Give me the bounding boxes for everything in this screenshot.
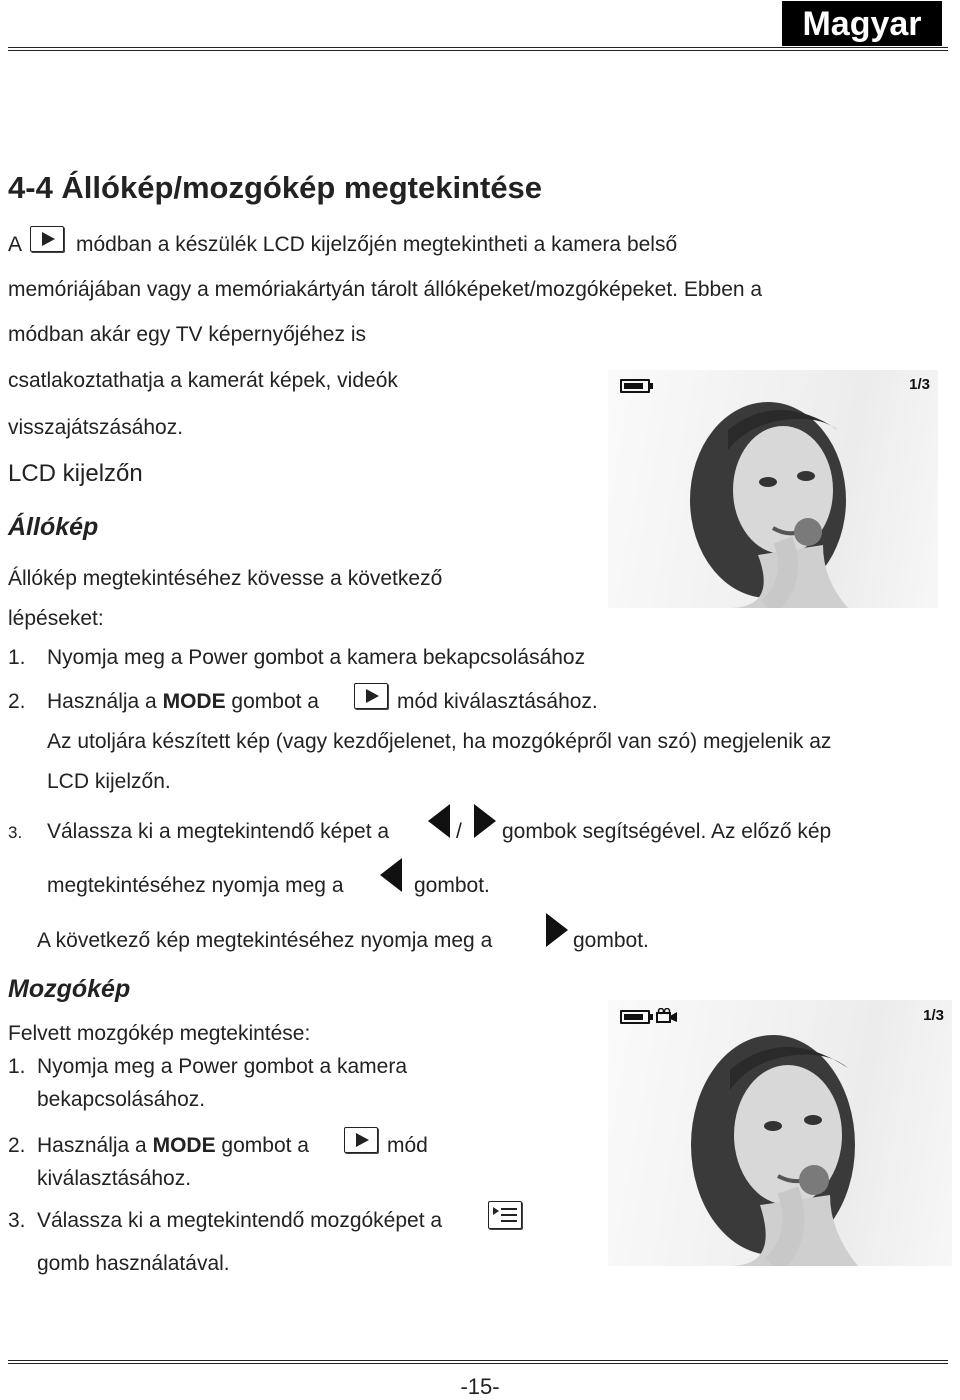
movie-step2-pre: Használja a — [37, 1134, 147, 1157]
language-tab: Magyar — [782, 1, 942, 46]
movie-step3-line2: gomb használatával. — [37, 1252, 230, 1275]
movie-step1-line1: Nyomja meg a Power gombot a kamera — [37, 1055, 407, 1078]
still-step2-mid: gombot a — [231, 690, 319, 713]
footer-rule — [8, 1360, 948, 1364]
still-step1-number: 1. — [8, 646, 26, 669]
still-step2-post: mód kiválasztásához. — [397, 690, 598, 713]
still-image-counter: 1/3 — [909, 376, 930, 393]
playback-mode-icon — [344, 1127, 378, 1153]
still-step3-post: gombok segítségével. Az előző kép — [502, 820, 832, 843]
movie-intro: Felvett mozgókép megtekintése: — [8, 1022, 311, 1045]
movie-step2-line — [37, 1134, 309, 1158]
still-intro-line2: lépéseket: — [8, 607, 104, 630]
menu-button-icon — [488, 1201, 522, 1229]
movie-lcd-screen — [608, 1000, 952, 1266]
page-number: -15- — [460, 1374, 500, 1399]
lcd-heading: LCD kijelzőn — [8, 460, 143, 487]
movie-image-counter: 1/3 — [923, 1007, 944, 1024]
movie-heading: Mozgókép — [8, 975, 131, 1003]
right-arrow-icon — [546, 913, 568, 947]
portrait-photo — [608, 370, 938, 608]
movie-step1-number: 1. — [8, 1055, 26, 1078]
playback-mode-icon — [30, 226, 64, 252]
movie-step2-line2: kiválasztásához. — [37, 1167, 192, 1190]
portrait-photo — [608, 1000, 952, 1266]
still-step3-line3-pre: A következő kép megtekintéséhez nyomja meg a — [37, 929, 493, 952]
movie-step2-number: 2. — [8, 1134, 26, 1157]
intro-line4: csatlakoztathatja a kamerát képek, videók — [8, 369, 398, 392]
left-arrow-icon — [380, 858, 402, 892]
still-step2-line — [47, 690, 319, 714]
movie-step1-line2: bekapcsolásához. — [37, 1088, 206, 1111]
still-step3-number: 3. — [8, 823, 23, 842]
still-step3-pre: Válassza ki a megtekintendő képet a — [47, 820, 390, 843]
still-step3-line2-post: gombot. — [414, 874, 490, 897]
still-step2-number: 2. — [8, 690, 26, 713]
movie-step2-mid: gombot a — [221, 1134, 309, 1157]
movie-step3-number: 3. — [8, 1209, 26, 1232]
still-step1-text: Nyomja meg a Power gombot a kamera bekapcsolásához — [47, 646, 586, 669]
intro-line5: visszajátszásához. — [8, 416, 184, 439]
right-arrow-icon — [474, 804, 496, 838]
still-step2-note1: Az utoljára készített kép (vagy kezdőjelenet, ha mozgóképről van szó) megjelenik az — [47, 730, 832, 753]
movie-step2-post: mód — [387, 1134, 428, 1157]
movie-step3-pre: Válassza ki a megtekintendő mozgóképet a — [37, 1209, 443, 1232]
still-step3-line3-post: gombot. — [573, 929, 649, 952]
header-rule — [8, 47, 948, 51]
still-step2-pre: Használja a — [47, 690, 157, 713]
still-lcd-screen — [608, 370, 938, 608]
playback-mode-icon — [354, 683, 388, 709]
left-arrow-icon — [428, 804, 450, 838]
intro-line3: módban akár egy TV képernyőjéhez is — [8, 323, 366, 346]
intro-line2: memóriájában vagy a memóriakártyán tárolt állóképeket/mozgóképeket. Ebben a — [8, 278, 763, 301]
still-step3-line2-pre: megtekintéséhez nyomja meg a — [47, 874, 344, 897]
still-step2-mode: MODE — [162, 690, 226, 713]
movie-step2-mode: MODE — [152, 1134, 216, 1157]
still-step2-note2: LCD kijelzőn. — [47, 770, 171, 793]
intro-line1-pre: A — [8, 233, 23, 256]
still-intro-line1: Állókép megtekintéséhez kövesse a következő — [8, 567, 443, 590]
intro-line1-post: módban a készülék LCD kijelzőjén megtekintheti a kamera belső — [76, 233, 678, 256]
still-heading: Állókép — [8, 513, 99, 541]
still-step3-slash: / — [456, 820, 462, 843]
section-title: 4-4 Állókép/mozgókép megtekintése — [8, 170, 543, 205]
